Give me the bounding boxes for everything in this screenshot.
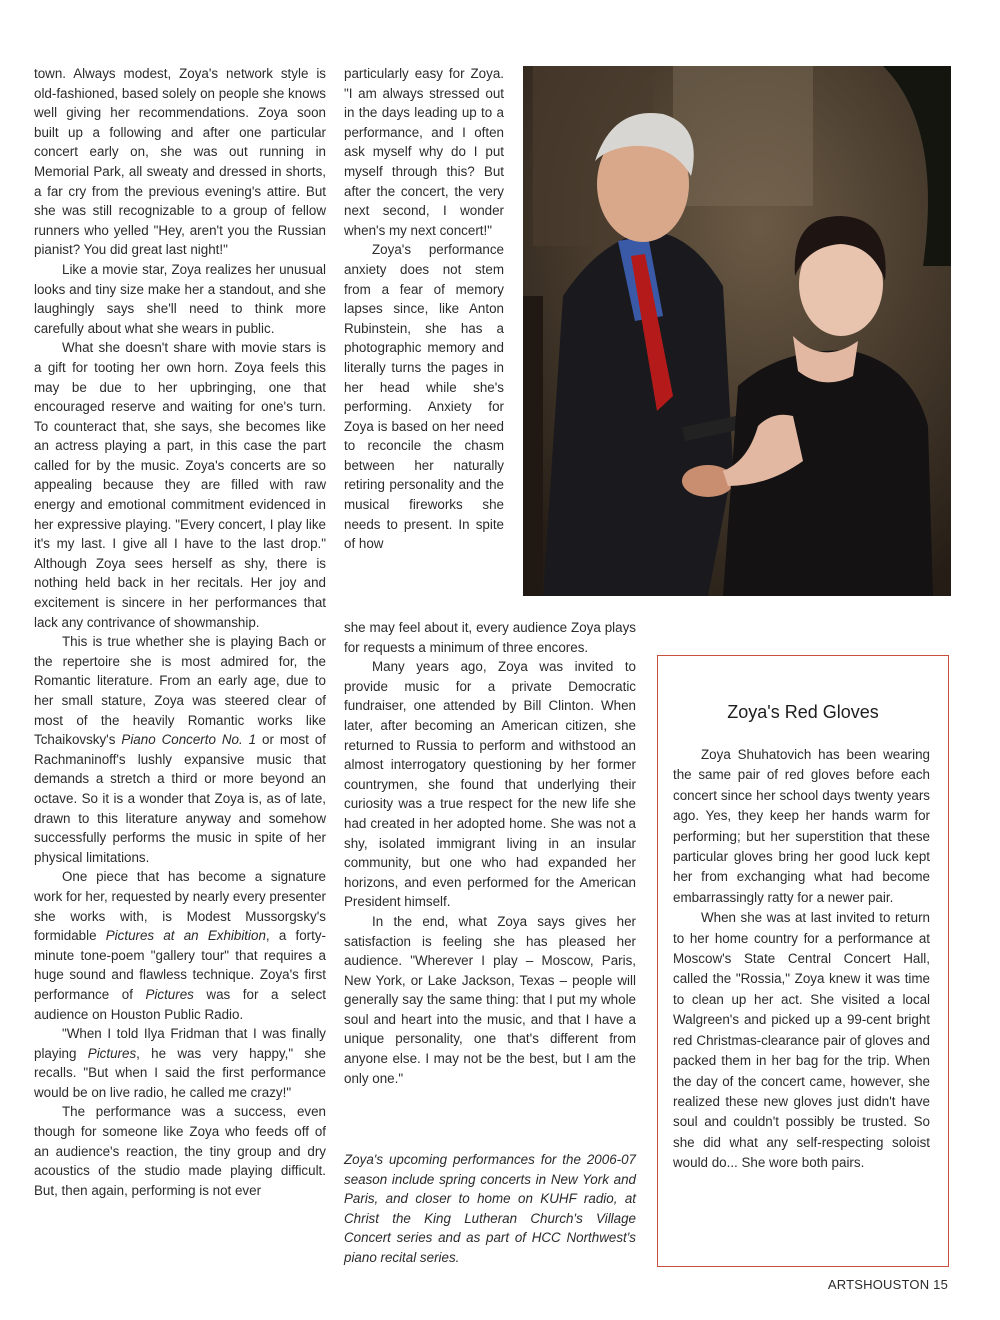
paragraph: she may feel about it, every audience Zoya plays for requests a minimum of three encores. <box>344 620 636 655</box>
text-run: was for a select audience on Houston Public Radio. <box>34 986 327 1022</box>
text-run: , he was very happy," she recalls. "But when I said the first performance would be on live radio, he called me crazy!" <box>34 1045 327 1100</box>
work-title: Pictures <box>87 1045 137 1061</box>
article-column-2-bottom <box>344 618 636 1088</box>
article-column-2-top <box>344 64 504 554</box>
paragraph: Zoya's performance anxiety does not stem from a fear of memory lapses since, like Anton Rubinstein, she has a photographic memory and literally turns the pages in her head while she's performing. Anxiety for Zoya is based on her need to reconcile the chasm between her naturally retiring personality and the musical fireworks she needs to present. In spite of how <box>344 242 504 552</box>
paragraph: Zoya's upcoming performances for the 2006-07 season include spring concerts in New York and Paris, and closer to home on KUHF radio, at Christ the King Lutheran Church's Village Concert series and as part of HCC Northwest's piano recital series. <box>344 1152 636 1265</box>
text-run: "When I told Ilya Fridman that I was finally playing <box>34 1026 326 1061</box>
text-run: One piece that has become a signature work for her, requested by nearly every presenter she works with, is Modest Mussorgsky's formidable <box>34 869 326 944</box>
text-run: or most of Rachmaninoff's lushly expansive music that demands a stretch a third or more beyond an octave. So it is a wonder that Zoya is, as of late, drawn to this literature anyway and somehow successfully performs the music in spite of her physical limitations. <box>34 732 327 865</box>
article-column-1 <box>34 64 326 1200</box>
sidebar-body <box>658 745 948 1174</box>
sidebar-red-gloves <box>657 655 949 1267</box>
work-title: Pictures at an Exhibition <box>105 928 266 944</box>
paragraph: town. Always modest, Zoya's network style is old-fashioned, based solely on people she knows well giving her recommendations. Zoya soon built up a following and after one particular concert early on, she was out running in Memorial Park, all sweaty and dressed in shorts, a far cry from the previous evening's attire. But she was still recognizable to a group of fellow runners who yelled "Hey, aren't you the Russian pianist? You did great last night!" <box>34 66 326 258</box>
sidebar-title: Zoya's Red Gloves <box>727 702 879 722</box>
work-title: Pictures <box>145 986 194 1002</box>
paragraph: Like a movie star, Zoya realizes her unusual looks and tiny size make her a standout, and she laughingly says she'll need to think more carefully about what she wears in public. <box>34 261 326 336</box>
paragraph: What she doesn't share with movie stars is a gift for tooting her own horn. Zoya feels this may be due to her upbringing, one that encouraged reserve and waiting for one's turn. To counteract that, she says, she becomes like an actress playing a part, in this case the part called for by the music. Zoya's concerts are so appealing because they are filled with raw energy and emotional commitment evidenced in her expressive playing. "Every concert, I play like it's my last. I give all I have to the last drop." Although Zoya sees herself as shy, there is nothing held back in her recitals. Her joy and excitement is sincere in her performances that lack any contrivance of showmanship. <box>34 340 326 630</box>
text-run: This is true whether she is playing Bach or the repertoire she is most admired for, the Romantic literature. From an early age, due to her small stature, Zoya was steered clear of most of the heavily Romantic works like Tchaikovsky's <box>34 634 326 748</box>
paragraph: Many years ago, Zoya was invited to provide music for a private Democratic fundraiser, one attended by Bill Clinton. When later, after becoming an American citizen, she returned to Russia to perform and withstood an almost interrogatory questioning by her former countrymen, she found that underlying their curiosity was a true respect for the new life she had created in her adopted home. She was not a shy, isolated immigrant living in an insular community, but one who had expanded her horizons, and even performed for the American President himself. <box>344 659 636 910</box>
photo-clinton-and-zoya <box>523 66 951 596</box>
upcoming-performances-note <box>344 1150 636 1268</box>
paragraph: Zoya Shuhatovich has been wearing the same pair of red gloves before each concert since her school days twenty years ago. Yes, they keep her hands warm for performing; but her superstition that these particular gloves bring her good luck kept her from exchanging what had become embarrassingly ratty for a newer pair. <box>673 747 930 905</box>
paragraph: The performance was a success, even though for someone like Zoya who feeds off of an audience's reaction, the tiny group and dry acoustics of the studio made playing difficult. But, then again, performing is not ever <box>34 1104 326 1198</box>
text-run: , a forty-minute tone-poem "gallery tour" that requires a huge sound and flawless technique. Zoya's first performance of <box>34 928 326 1002</box>
paragraph <box>34 632 326 867</box>
paragraph: When she was at last invited to return to her home country for a performance at Moscow's State Central Concert Hall, called the "Rossia," Zoya knew it was time to clean up her act. She visited a local Walgreen's and picked up a 99-cent bright red Christmas-clearance pair of gloves and packed them in her bag for the trip. When the day of the concert came, however, she realized these new gloves just didn't have soul and couldn't possibly be trusted. So she did what any self-respecting soloist would do... She wore both pairs. <box>673 910 930 1171</box>
paragraph: particularly easy for Zoya. "I am always stressed out in the days leading up to a performance, and I often ask myself why do I put myself through this? But after the concert, the very next second, I wonder when's my next concert!" <box>344 66 504 238</box>
paragraph <box>34 867 326 1024</box>
paragraph: In the end, what Zoya says gives her satisfaction is feeling she has pleased her audience. "Wherever I play – Moscow, Paris, New York, or Lake Jackson, Texas – people will generally say the same thing: that I put my whole soul and heart into the music, and that I have a unique personality, one that's different from anyone else. I may not be the best, but I am the only one." <box>344 913 636 1086</box>
work-title: Piano Concerto No. 1 <box>121 732 257 748</box>
photo-illustration <box>523 66 951 596</box>
paragraph <box>34 1024 326 1102</box>
page-folio: ARTSHOUSTON 15 <box>827 1277 948 1292</box>
